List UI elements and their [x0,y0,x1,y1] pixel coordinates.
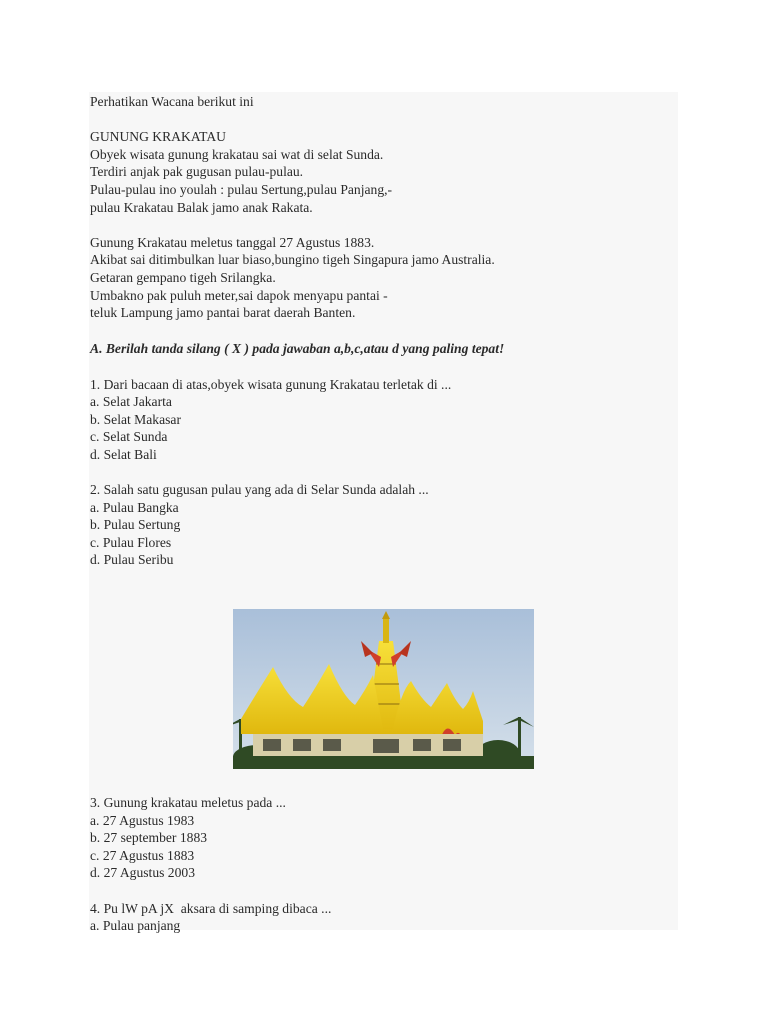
intro-line: Perhatikan Wacana berikut ini [90,94,254,109]
answer-option: b. 27 september 1883 [90,830,208,846]
answer-option: b. Pulau Sertung [90,517,181,533]
answer-option: c. Pulau Flores [90,534,172,550]
answer-option: a. Selat Jakarta [90,394,172,410]
answer-option: d. 27 Agustus 2003 [90,865,195,881]
passage-line: Akibat sai ditimbulkan luar biaso,bungino tigeh Singapura jamo Australia. [90,252,495,268]
passage-line: Getaran gempano tigeh Srilangka. [90,269,276,285]
passage-line: Pulau-pulau ino youlah : pulau Sertung,pulau Panjang,- [90,181,393,197]
ground-foliage [233,756,534,769]
passage-line: Umbakno pak puluh meter,sai dapok menyapu pantai - [90,287,388,303]
answer-option: a. Pulau panjang [90,918,181,934]
answer-option: a. 27 Agustus 1983 [90,812,195,828]
answer-option: d. Pulau Seribu [90,552,174,568]
answer-option: b. Selat Makasar [90,411,181,427]
passage-title: GUNUNG KRAKATAU [90,129,226,145]
question-text: 3. Gunung krakatau meletus pada ... [90,795,286,811]
answer-option: c. 27 Agustus 1883 [90,847,195,863]
passage-line: pulau Krakatau Balak jamo anak Rakata. [90,199,313,215]
question-text: 4. Pu lW pA jX aksara di samping dibaca ... [90,900,332,916]
question-text: 2. Salah satu gugusan pulau yang ada di Selar Sunda adalah ... [90,482,429,498]
answer-option: c. Selat Sunda [90,429,168,445]
passage-line: Gunung Krakatau meletus tanggal 27 Agustus 1883. [90,234,375,250]
siger-tower-illustration [233,609,534,769]
building-photo [233,609,534,769]
passage-line: Terdiri anjak pak gugusan pulau-pulau. [90,164,304,180]
instruction-heading: A. Berilah tanda silang ( X ) pada jawaban a,b,c,atau d yang paling tepat! [90,341,505,357]
document-body [90,93,670,935]
question-text: 1. Dari bacaan di atas,obyek wisata gunung Krakatau terletak di ... [90,376,452,392]
passage-line: Obyek wisata gunung krakatau sai wat di selat Sunda. [90,146,384,162]
passage-line: teluk Lampung jamo pantai barat daerah Banten. [90,305,356,321]
answer-option: a. Pulau Bangka [90,499,179,515]
answer-option: d. Selat Bali [90,446,157,462]
